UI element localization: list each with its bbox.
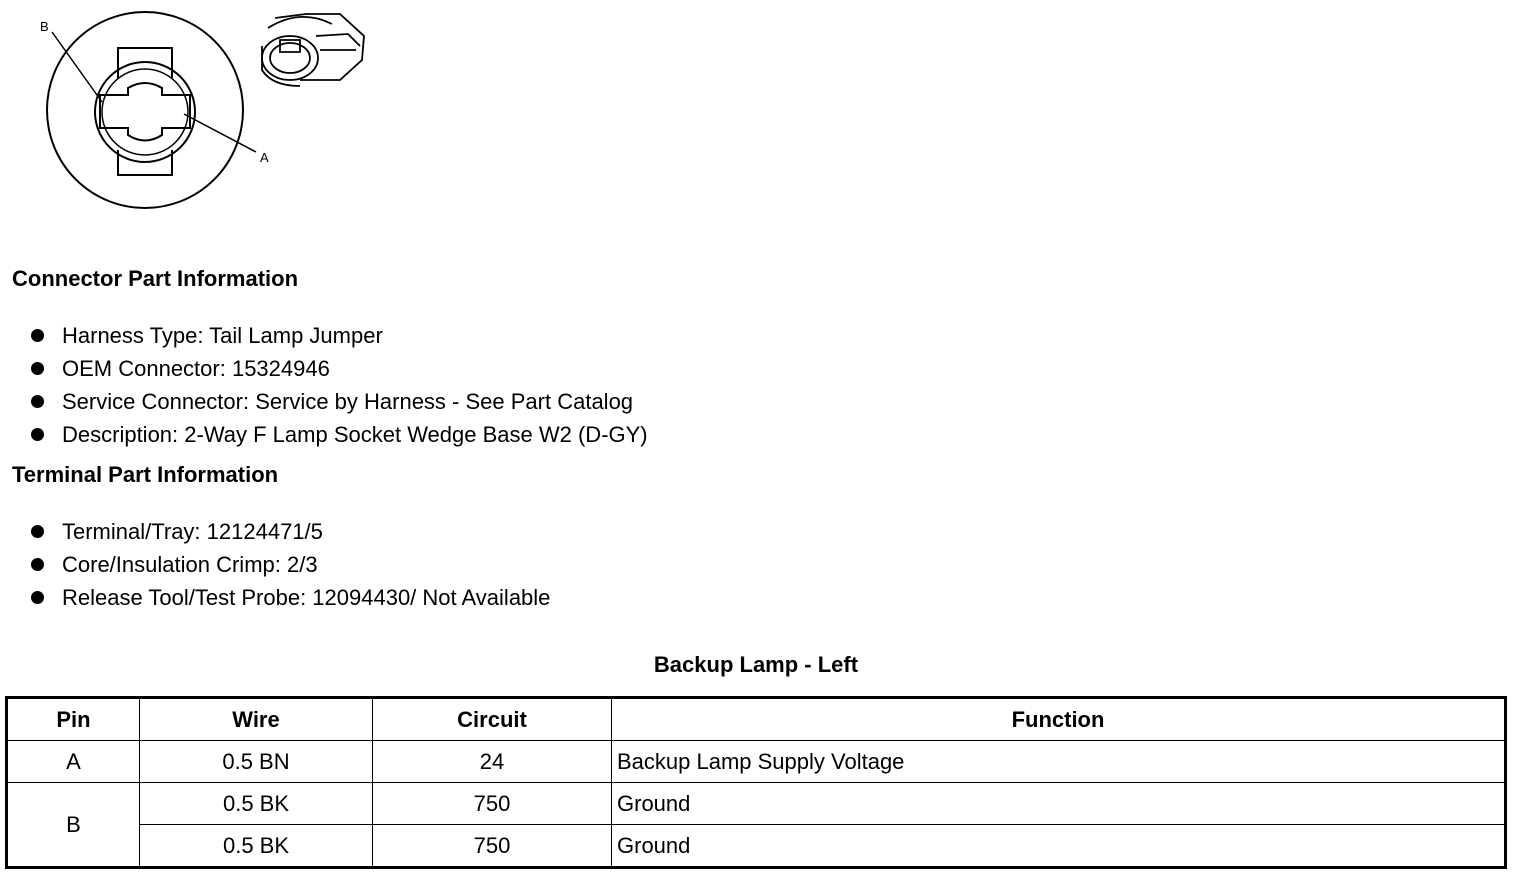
table-row [7,741,1506,783]
connector-info-heading: Connector Part Information [12,266,299,291]
bullet-icon [31,362,44,375]
cell-circuit: 750 [373,825,612,868]
cell-wire: 0.5 BN [140,741,373,783]
terminal-info-list [28,515,550,614]
header-pin: Pin [7,698,140,741]
header-wire: Wire [140,698,373,741]
cell-circuit: 750 [373,783,612,825]
callout-label-a: A [260,150,269,165]
socket-sketch [262,14,364,86]
bullet-icon [31,428,44,441]
table-header-row [7,698,1506,741]
cell-function: Ground [612,825,1506,868]
list-item: Terminal/Tray: 12124471/5 [28,515,550,548]
callout-label-b: B [40,19,49,34]
header-function: Function [612,698,1506,741]
table-row [7,825,1506,868]
cell-circuit: 24 [373,741,612,783]
bullet-icon [31,525,44,538]
terminal-info-heading: Terminal Part Information [12,462,279,487]
bullet-icon [31,395,44,408]
bullet-icon [31,558,44,571]
pin-table [5,696,1507,869]
connector-diagram [0,0,420,230]
header-circuit: Circuit [373,698,612,741]
list-item: Release Tool/Test Probe: 12094430/ Not Available [28,581,550,614]
list-item: OEM Connector: 15324946 [28,352,648,385]
cell-wire: 0.5 BK [140,825,373,868]
cell-wire: 0.5 BK [140,783,373,825]
cell-pin: A [7,741,140,783]
cell-pin: B [7,783,140,868]
cell-function: Ground [612,783,1506,825]
list-item: Harness Type: Tail Lamp Jumper [28,319,648,352]
cell-function: Backup Lamp Supply Voltage [612,741,1506,783]
connector-info-list [28,319,648,451]
table-row [7,783,1506,825]
bullet-icon [31,329,44,342]
list-item: Description: 2-Way F Lamp Socket Wedge Base W2 (D-GY) [28,418,648,451]
list-item: Core/Insulation Crimp: 2/3 [28,548,550,581]
list-item: Service Connector: Service by Harness - See Part Catalog [28,385,648,418]
bullet-icon [31,591,44,604]
pin-table-title: Backup Lamp - Left [653,652,859,677]
connector-face-drawing [0,0,420,230]
